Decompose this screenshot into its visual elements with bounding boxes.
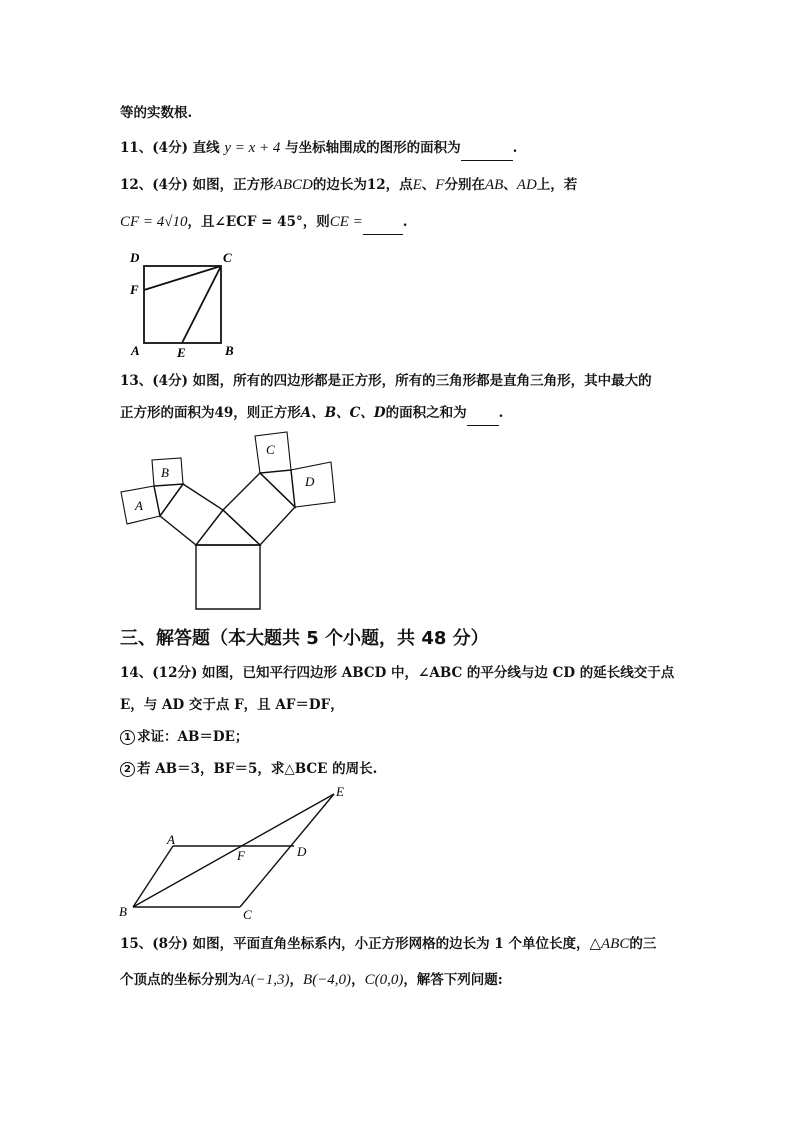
q13-label-d: D [305,474,315,489]
q13-right-triangle [260,470,295,507]
q15-sep-2: ， [351,972,365,988]
q13-label-a: A [135,498,143,513]
q13-end: . [498,405,504,421]
question-14-line2 [120,695,684,715]
q13-left-triangle [154,484,183,516]
question-12-line2 [120,212,684,235]
q13-label-c: C [266,442,275,457]
question-14-part2 [120,759,684,779]
q15-point-a: A(−1,3) [241,972,290,988]
q12-square-name: ABCD [273,177,313,193]
q12-label-a: A [131,343,140,358]
q12-side-ad: AD [516,177,537,193]
q12-label-f: F [130,282,139,297]
q12-figure [125,248,250,360]
q14-part2-text: 若 AB＝3，BF＝5，求△BCE 的周长. [137,761,378,777]
q13-large-square [196,545,260,609]
q14-side-ba [133,846,173,907]
q12-text-b: 分别在 [444,177,485,193]
q11-answer-blank [461,140,513,161]
question-11 [120,138,684,161]
q12-label-e: E [177,345,186,360]
q14-part1-text: 求证：AB＝DE； [137,729,249,745]
q14-figure [115,782,355,922]
section-3-heading [120,624,489,650]
q12-sep1: 、 [421,177,436,193]
q12-text-c: 上，若 [536,177,578,193]
q13-suffix: 的面积之和为 [385,405,467,421]
question-13-line2 [120,403,684,426]
q14-part1-number: 1 [120,730,135,745]
q12-side-ab: AB [484,177,504,193]
q13-prefix: 正方形的面积为49，则正方形 [120,405,301,421]
q12-prefix: 12、(4分) 如图，正方形 [120,177,274,193]
q14-label-a: A [167,832,175,847]
q12-sep2: 、 [503,177,517,193]
question-15-line2 [120,970,684,990]
q12-segment-ce [182,266,221,343]
question-15-line1 [120,934,684,954]
q11-prefix: 11、(4分) 直线 [120,140,220,156]
q13-right-square [223,473,295,545]
q13-text-1: 13、(4分) 如图，所有的四边形都是正方形，所有的三角形都是直角三角形，其中最大的 [120,373,652,389]
q15-prefix: 15、(8分) 如图，平面直角坐标系内，小正方形网格的边长为 1 个单位长度， [120,936,590,952]
q13-letters: A、B、C、D [300,405,386,421]
question-13-line1 [120,371,684,391]
q15-sep-1: ， [289,972,304,988]
q12-answer-blank [363,214,403,235]
q13-label-b: B [161,465,169,480]
section-3-title: 三、解答题（本大题共 5 个小题，共 48 分） [120,628,489,649]
q13-left-square [160,484,223,545]
question-12-line1 [120,175,684,195]
q12-segment-cf [144,266,221,290]
q15-point-b: B(−4,0) [303,972,352,988]
q15-suffix-1: 的三 [629,936,657,952]
q12-label-b: B [225,343,234,358]
q11-end: . [512,140,518,156]
question-14-part1 [120,727,684,747]
q15-suffix-2: ，解答下列问题: [403,972,503,988]
q12-text-a: 的边长为12，点 [312,177,413,193]
q14-line-ce [240,794,334,907]
q15-triangle: △ABC [589,936,630,952]
q12-text-d: ，且∠ECF = 45°，则 [187,214,330,230]
q12-label-d: D [130,250,140,265]
q14-label-c: C [243,907,252,922]
q14-label-d: D [297,844,307,859]
q14-text-2: E，与 AD 交于点 F，且 AF＝DF， [120,697,344,713]
q12-point-f: F [435,177,445,193]
q11-formula: y = x + 4 [224,140,281,156]
q14-part2-number: 2 [120,762,135,777]
question-14-line1 [120,663,684,683]
q12-cf: CF = 4√10 [120,214,188,230]
q12-ce: CE = [329,214,363,230]
q12-point-e: E [412,177,422,193]
q14-text-1: 14、(12分) 如图，已知平行四边形 ABCD 中，∠ABC 的平分线与边 CD 的延长线交于点 [120,665,675,681]
q14-label-f: F [237,848,245,863]
continuation-text-content: 等的实数根. [120,105,193,121]
q14-label-e: E [336,784,344,799]
q11-suffix: 与坐标轴围成的图形的面积为 [285,140,461,156]
q15-point-c: C(0,0) [364,972,404,988]
q13-answer-blank [467,405,499,426]
q13-figure [115,428,345,613]
q12-end: . [402,214,408,230]
q14-label-b: B [119,904,127,919]
q12-label-c: C [223,250,232,265]
q15-text-2: 个顶点的坐标分别为 [120,972,242,988]
continuation-text [120,103,684,123]
